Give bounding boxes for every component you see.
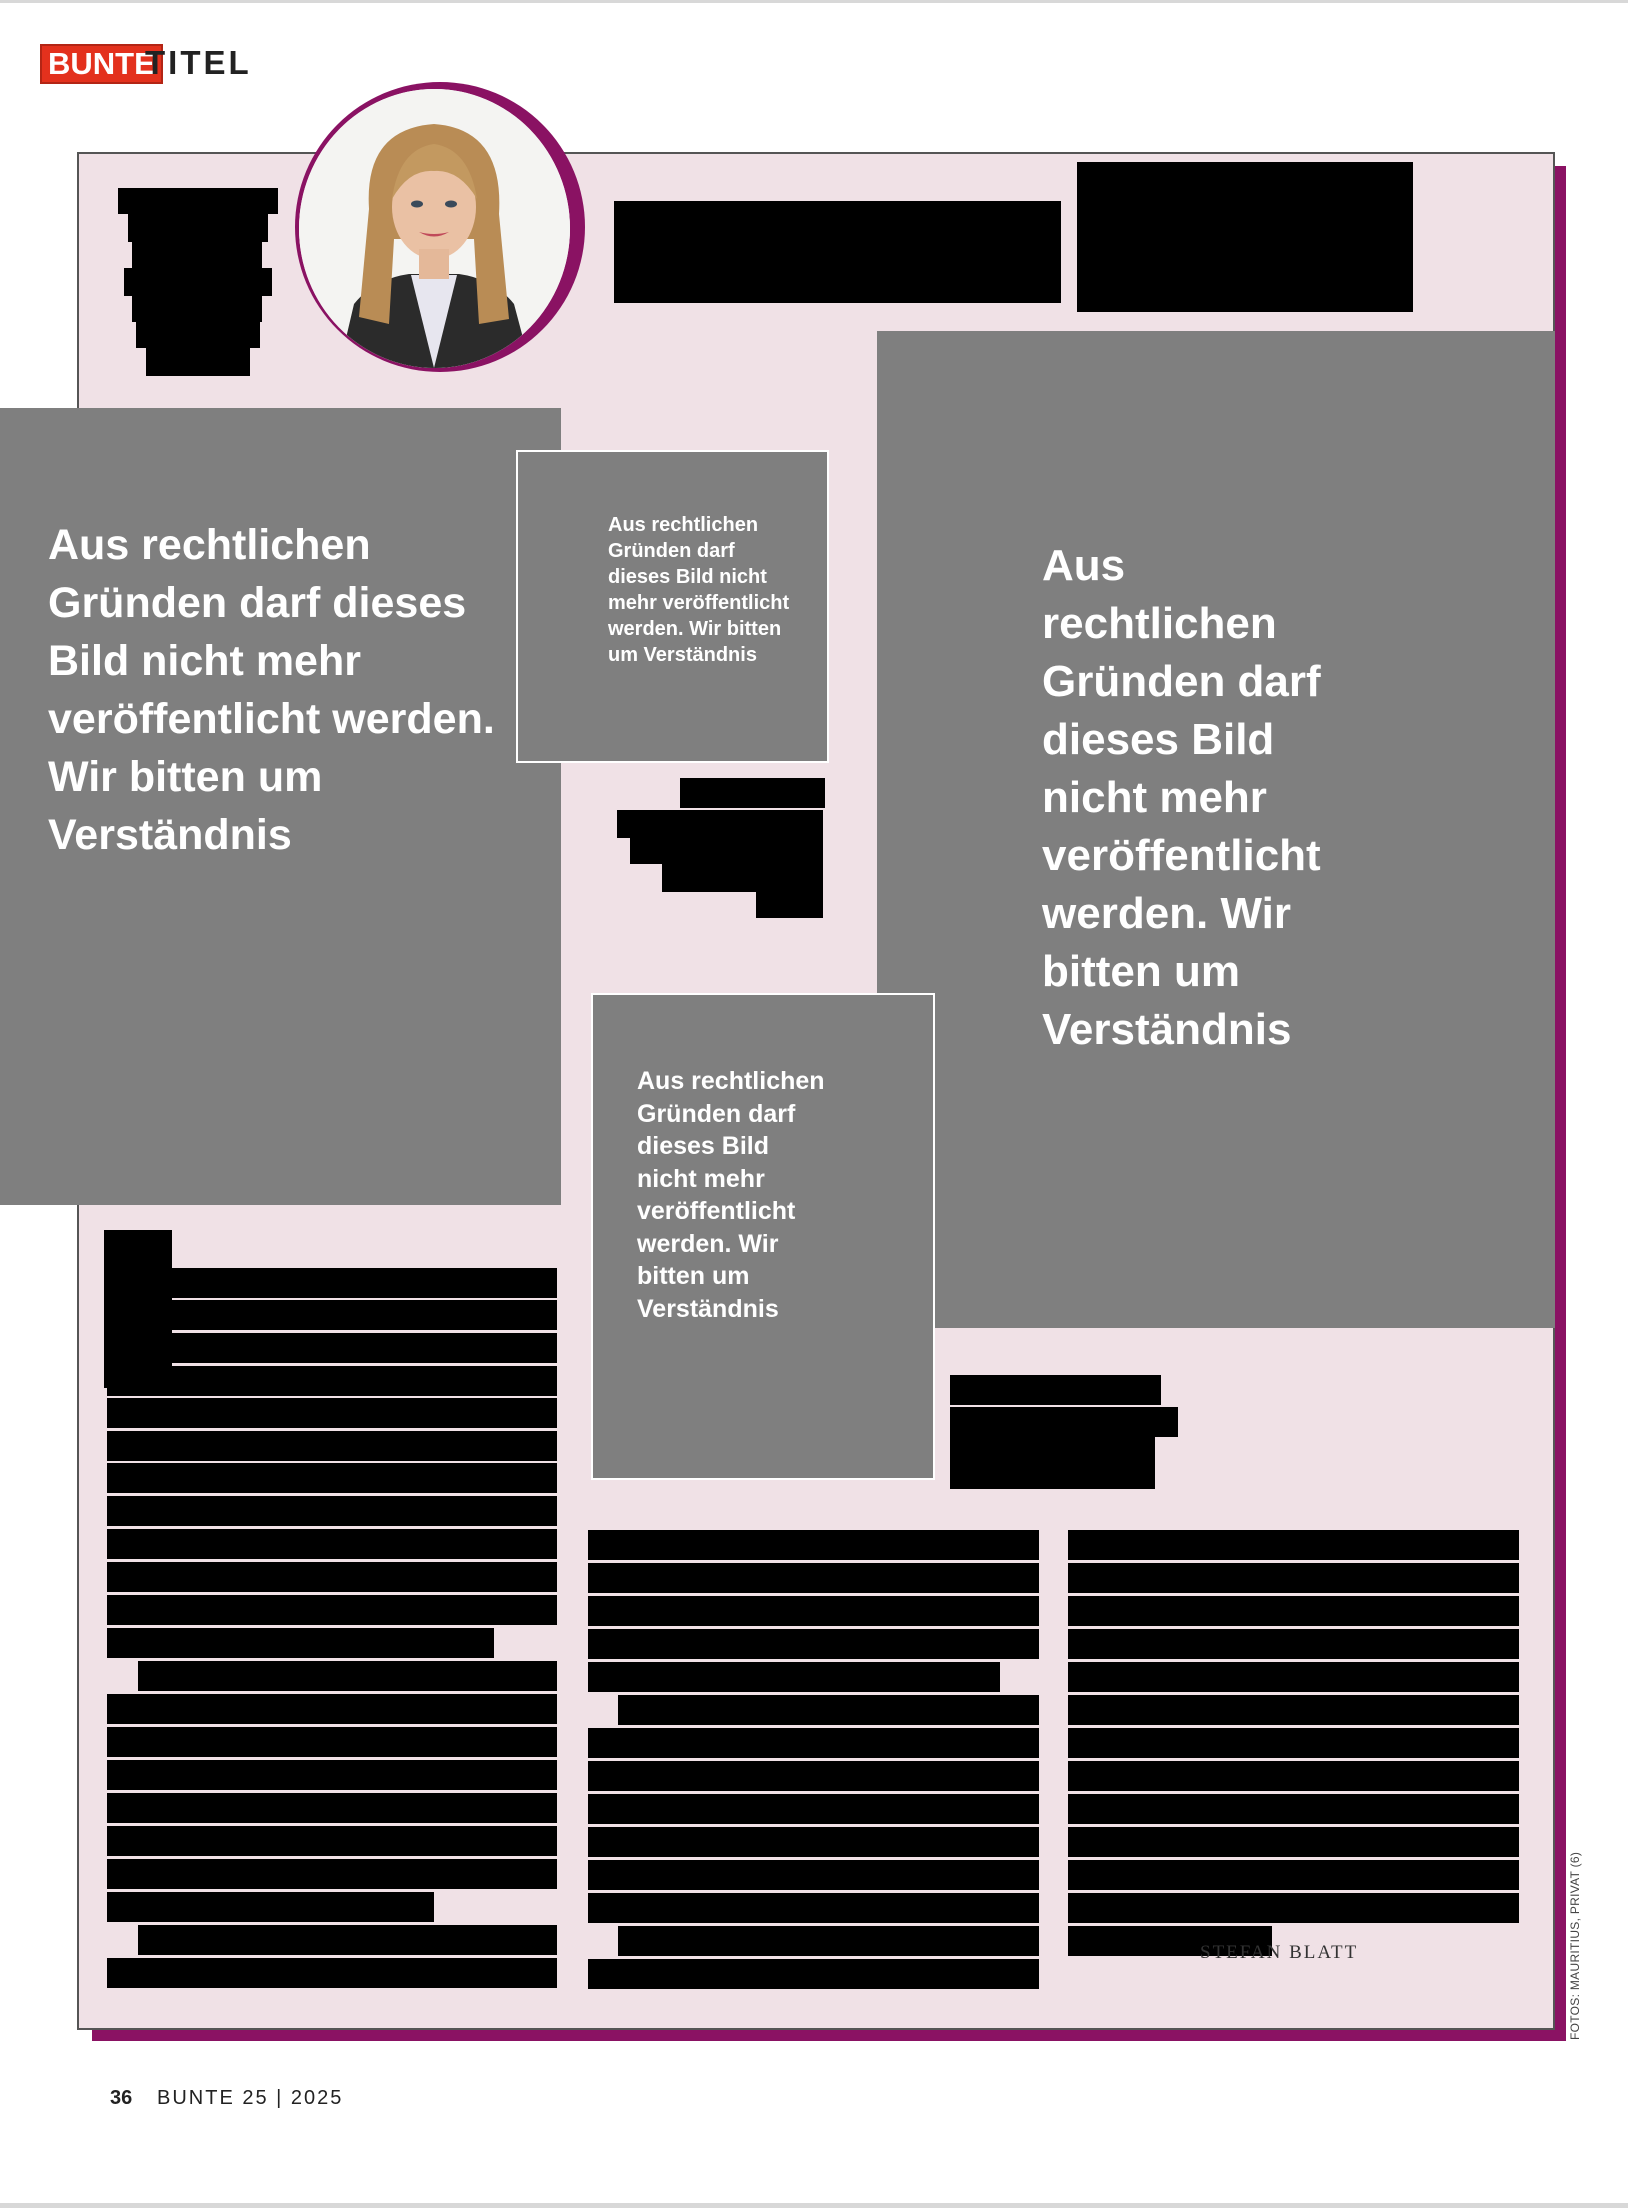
page-number: 36 xyxy=(110,2087,133,2109)
portrait-photo xyxy=(299,89,570,368)
image-placeholder-small-top xyxy=(516,450,829,763)
issue-label: BUNTE 25 | 2025 xyxy=(157,2087,344,2109)
bottom-rule xyxy=(0,2203,1628,2208)
placeholder-text: Aus rechtlichen Gründen darf dieses Bild nicht mehr veröffentlicht werden. Wir bitten um Verständnis xyxy=(608,514,790,666)
bunte-logo: BUNTE xyxy=(40,44,163,84)
placeholder-text: Aus rechtlichen Gründen darf dieses Bild nicht mehr veröffentlicht werden. Wir bitten um Verständnis xyxy=(637,1067,825,1323)
top-rule xyxy=(0,0,1628,3)
placeholder-text: Aus rechtlichen Gründen darf dieses Bild nicht mehr veröffentlicht werden. Wir bitten um Verständnis xyxy=(48,521,495,859)
photo-credit: FOTOS: MAURITIUS, PRIVAT (6) xyxy=(1568,1851,1582,2040)
section-label: TITEL xyxy=(145,44,252,81)
image-placeholder-large-left xyxy=(0,408,561,1205)
author-byline: STEFAN BLATT xyxy=(1200,1942,1359,1963)
image-placeholder-medium-center xyxy=(591,993,935,1480)
placeholder-text: Aus rechtlichen Gründen darf dieses Bild nicht mehr veröffentlicht werden. Wir bitten um Verständnis xyxy=(1042,541,1321,1054)
image-placeholder-large-right xyxy=(877,331,1555,1328)
